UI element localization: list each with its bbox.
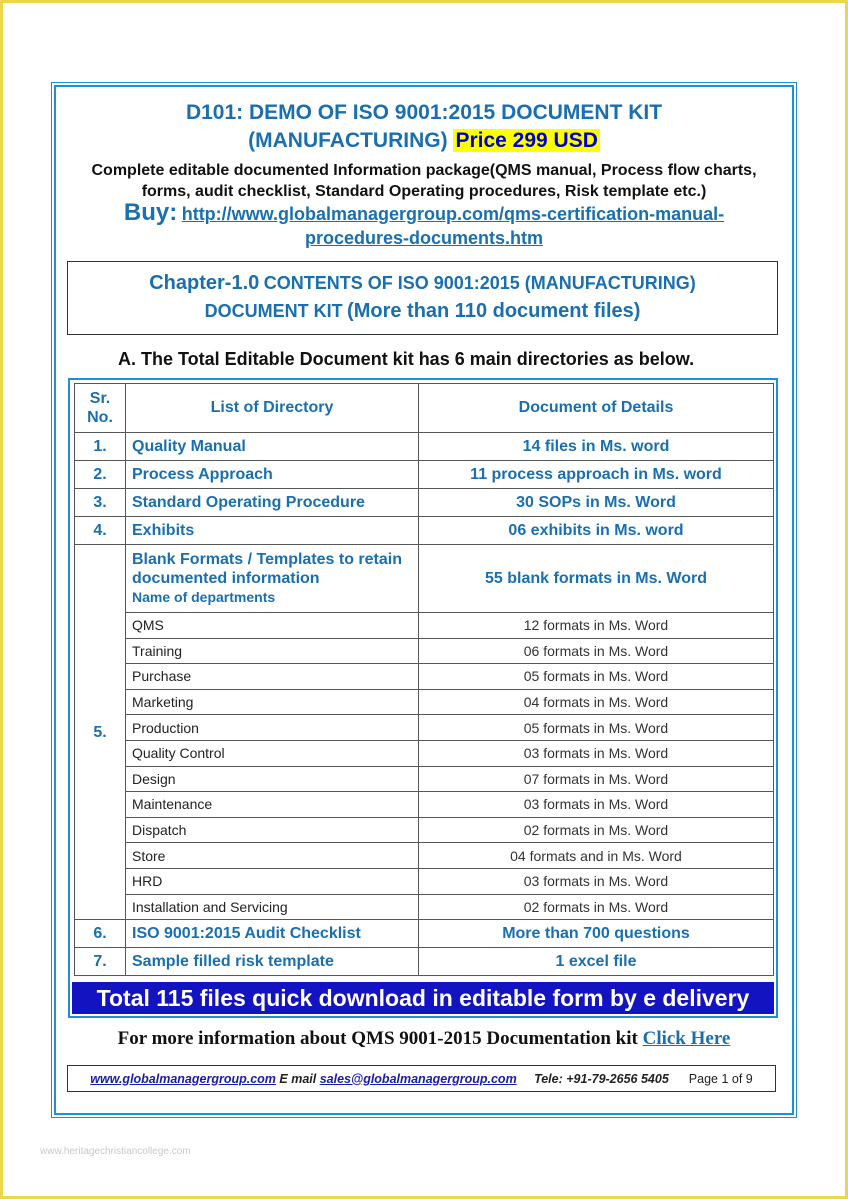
directory-table-frame: [68, 378, 778, 1018]
department-details: 03 formats in Ms. Word: [419, 740, 774, 766]
row-details: 14 files in Ms. word: [419, 433, 774, 461]
department-row: [75, 613, 774, 639]
department-details: 02 formats in Ms. Word: [419, 817, 774, 843]
buy-link-part-1[interactable]: http://www.globalmanagergroup.com/qms-certification-manual-: [181, 204, 725, 224]
footer: [67, 1065, 776, 1092]
department-name: Production: [126, 715, 419, 741]
row-directory: Quality Manual: [126, 433, 419, 461]
chapter-title-part-2: DOCUMENT KIT: [204, 301, 343, 321]
department-row: [75, 868, 774, 894]
row-sr: 2.: [75, 461, 126, 489]
title-manufacturing: (MANUFACTURING): [248, 129, 448, 152]
department-name: Marketing: [126, 689, 419, 715]
department-name: Store: [126, 843, 419, 869]
table-row: [75, 920, 774, 948]
department-details: 02 formats in Ms. Word: [419, 894, 774, 920]
footer-page-number: Page 1 of 9: [688, 1071, 753, 1086]
footer-website-link[interactable]: www.globalmanagergroup.com: [90, 1071, 276, 1086]
table-row: [75, 433, 774, 461]
more-info-text: For more information about QMS 9001-2015 Documentation kit: [117, 1028, 638, 1049]
row-sr: 7.: [75, 948, 126, 976]
more-info-line: [55, 1028, 793, 1050]
department-name: Installation and Servicing: [126, 894, 419, 920]
title-line-2: [55, 129, 793, 153]
row-details: 06 exhibits in Ms. word: [419, 517, 774, 545]
department-row: [75, 715, 774, 741]
department-details: 03 formats in Ms. Word: [419, 792, 774, 818]
table-row: [75, 489, 774, 517]
department-row: [75, 638, 774, 664]
row-details: 55 blank formats in Ms. Word: [419, 545, 774, 613]
buy-section: [55, 201, 793, 251]
blank-formats-title: Blank Formats / Templates to retain documented information: [132, 551, 402, 587]
header-document-details: Document of Details: [419, 384, 774, 433]
department-name: HRD: [126, 868, 419, 894]
department-row: [75, 894, 774, 920]
chapter-file-count: (More than 110 document files): [347, 300, 641, 322]
header-list-of-directory: List of Directory: [126, 384, 419, 433]
buy-label: Buy:: [123, 199, 178, 226]
chapter-prefix: Chapter-1.0: [149, 272, 260, 294]
row-directory: Standard Operating Procedure: [126, 489, 419, 517]
department-details: 07 formats in Ms. Word: [419, 766, 774, 792]
department-row: [75, 664, 774, 690]
row-sr: 5.: [75, 545, 126, 920]
row-directory: Process Approach: [126, 461, 419, 489]
footer-email-label: E mail: [279, 1071, 317, 1086]
chapter-title-part-1: CONTENTS OF ISO 9001:2015 (MANUFACTURING): [263, 273, 696, 293]
department-row: [75, 843, 774, 869]
department-details: 03 formats in Ms. Word: [419, 868, 774, 894]
table-header-row: [75, 384, 774, 433]
row-directory: Sample filled risk template: [126, 948, 419, 976]
department-details: 04 formats and in Ms. Word: [419, 843, 774, 869]
watermark-text: www.heritagechristiancollege.com: [40, 1146, 191, 1157]
footer-telephone: Tele: +91-79-2656 5405: [534, 1071, 669, 1086]
department-name: Training: [126, 638, 419, 664]
row-directory: ISO 9001:2015 Audit Checklist: [126, 920, 419, 948]
footer-email-link[interactable]: sales@globalmanagergroup.com: [319, 1071, 517, 1086]
section-a-heading: A. The Total Editable Document kit has 6 main directories as below.: [118, 349, 695, 369]
directory-table: [74, 383, 774, 976]
department-row: [75, 792, 774, 818]
chapter-heading-box: [67, 261, 778, 335]
department-details: 06 formats in Ms. Word: [419, 638, 774, 664]
row-details: 30 SOPs in Ms. Word: [419, 489, 774, 517]
total-files-banner: Total 115 files quick download in editable form by e delivery: [72, 982, 774, 1014]
subtitle-line-2: forms, audit checklist, Standard Operating procedures, Risk template etc.): [141, 183, 707, 200]
title-line-1: D101: DEMO OF ISO 9001:2015 DOCUMENT KIT: [185, 101, 663, 124]
table-row-blank-formats: [75, 545, 774, 613]
department-row: [75, 740, 774, 766]
department-name: Quality Control: [126, 740, 419, 766]
buy-link-part-2[interactable]: procedures-documents.htm: [304, 228, 544, 248]
row-details: More than 700 questions: [419, 920, 774, 948]
department-details: 12 formats in Ms. Word: [419, 613, 774, 639]
department-details: 05 formats in Ms. Word: [419, 664, 774, 690]
row-sr: 4.: [75, 517, 126, 545]
department-row: [75, 766, 774, 792]
row-directory: Exhibits: [126, 517, 419, 545]
header-sr-no: Sr. No.: [75, 384, 126, 433]
subtitle: [55, 160, 793, 202]
table-row: [75, 461, 774, 489]
department-name: Purchase: [126, 664, 419, 690]
row-sr: 1.: [75, 433, 126, 461]
department-row: [75, 689, 774, 715]
row-details: 1 excel file: [419, 948, 774, 976]
department-name: Design: [126, 766, 419, 792]
departments-note: Name of departments: [132, 589, 276, 605]
table-row: [75, 517, 774, 545]
department-row: [75, 817, 774, 843]
price-badge: Price 299 USD: [455, 129, 598, 152]
department-name: Dispatch: [126, 817, 419, 843]
click-here-link[interactable]: Click Here: [642, 1028, 731, 1049]
department-details: 05 formats in Ms. Word: [419, 715, 774, 741]
table-row: [75, 948, 774, 976]
row-sr: 3.: [75, 489, 126, 517]
department-name: QMS: [126, 613, 419, 639]
row-directory: [126, 545, 419, 613]
row-sr: 6.: [75, 920, 126, 948]
department-details: 04 formats in Ms. Word: [419, 689, 774, 715]
department-name: Maintenance: [126, 792, 419, 818]
row-details: 11 process approach in Ms. word: [419, 461, 774, 489]
subtitle-line-1: Complete editable documented Information package(QMS manual, Process flow charts,: [91, 162, 757, 179]
